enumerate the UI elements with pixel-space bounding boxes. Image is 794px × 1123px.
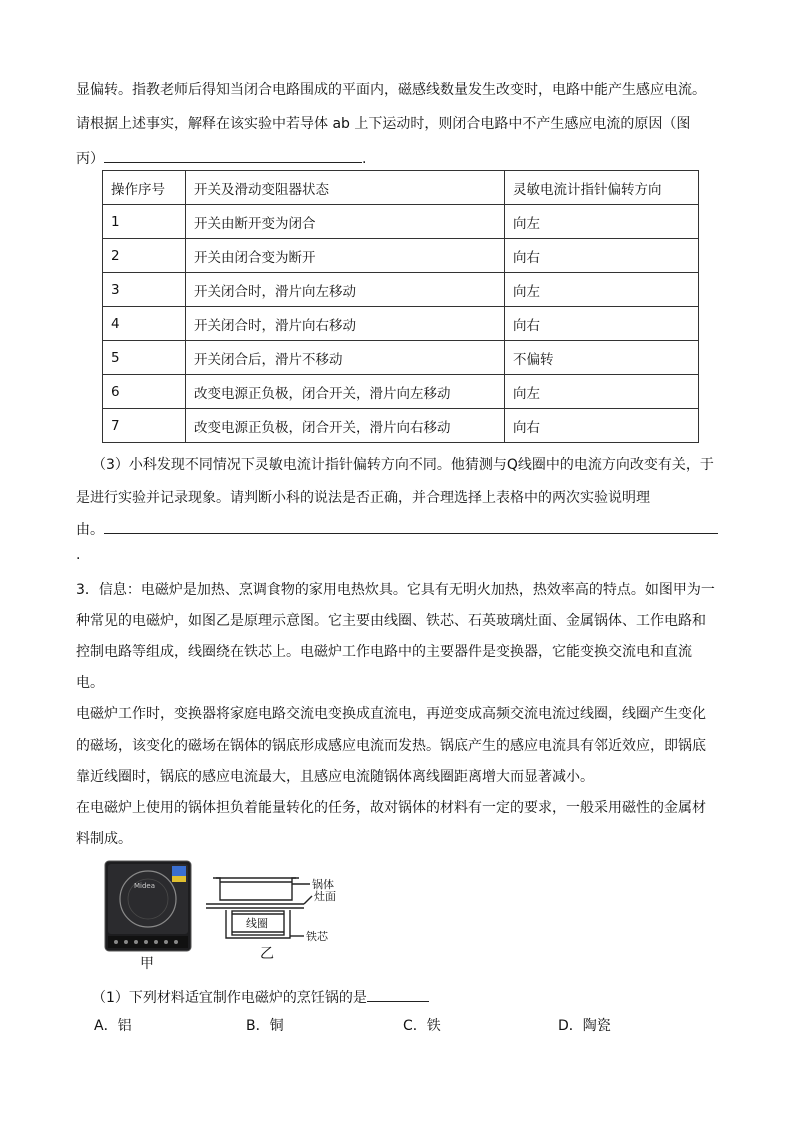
paragraph-line: 料制成。 bbox=[76, 831, 132, 847]
paragraph-line: 显偏转。指教老师后得知当闭合电路围成的平面内，磁感线数量发生改变时，电路中能产生感应电流。 bbox=[76, 82, 706, 98]
table-cell: 改变电源正负极，闭合开关，滑片向左移动 bbox=[186, 375, 505, 409]
figure-label-jia: 甲 bbox=[140, 956, 154, 972]
answer-blank[interactable] bbox=[104, 146, 362, 163]
answer-blank[interactable] bbox=[367, 985, 429, 1002]
table-header-row bbox=[103, 171, 699, 205]
table-row bbox=[103, 409, 699, 443]
question-line: 是进行实验并记录现象。请判断小科的说法是否正确，并合理选择上表格中的两次实验说明理 bbox=[76, 490, 650, 506]
table-cell: 向右 bbox=[505, 409, 699, 443]
svg-text:Midea: Midea bbox=[134, 882, 156, 890]
paragraph-line: 电。 bbox=[76, 675, 104, 691]
figure-label-yi: 乙 bbox=[260, 946, 274, 962]
paragraph-line: 3．信息：电磁炉是加热、烹调食物的家用电热炊具。它具有无明火加热，热效率高的特点。如图甲为一 bbox=[76, 582, 715, 598]
paragraph-line: 靠近线圈时，锅底的感应电流最大，且感应电流随锅体离线圈距离增大而显著减小。 bbox=[76, 769, 594, 785]
question-text: （1）下列材料适宜制作电磁炉的烹饪锅的是 bbox=[92, 990, 367, 1006]
question-text: 由。 bbox=[76, 522, 104, 538]
question-line bbox=[92, 985, 429, 1008]
table-row bbox=[103, 239, 699, 273]
table-row bbox=[103, 341, 699, 375]
table-cell: 开关由断开变为闭合 bbox=[186, 205, 505, 239]
option-b[interactable]: B．铜 bbox=[246, 1018, 284, 1034]
option-c[interactable]: C．铁 bbox=[403, 1018, 441, 1034]
period: . bbox=[362, 151, 367, 167]
paragraph-line: 的磁场，该变化的磁场在锅体的锅底形成感应电流而发热。锅底产生的感应电流具有邻近效应，即锅底 bbox=[76, 738, 706, 754]
experiment-table bbox=[102, 170, 699, 443]
option-a[interactable]: A．铝 bbox=[94, 1018, 132, 1034]
paragraph-line: 控制电路等组成，线圈绕在铁芯上。电磁炉工作电路中的主要器件是变换器，它能变换交流电和直流 bbox=[76, 644, 692, 660]
option-d[interactable]: D．陶瓷 bbox=[558, 1018, 611, 1034]
table-cell: 向右 bbox=[505, 239, 699, 273]
table-cell: 4 bbox=[103, 307, 186, 341]
question-line: （3）小科发现不同情况下灵敏电流计指针偏转方向不同。他猜测与Q线圈中的电流方向改变有关，于 bbox=[92, 457, 714, 473]
period: . bbox=[76, 547, 81, 563]
table-cell: 开关闭合时，滑片向右移动 bbox=[186, 307, 505, 341]
table-cell: 7 bbox=[103, 409, 186, 443]
paragraph-line: 种常见的电磁炉，如图乙是原理示意图。它主要由线圈、铁芯、石英玻璃灶面、金属锅体、工作电路和 bbox=[76, 613, 706, 629]
column-header: 操作序号 bbox=[103, 171, 186, 205]
paragraph-line: 在电磁炉上使用的锅体担负着能量转化的任务，故对锅体的材料有一定的要求，一般采用磁性的金属材 bbox=[76, 800, 706, 816]
table-cell: 开关由闭合变为断开 bbox=[186, 239, 505, 273]
paragraph-line: 请根据上述事实，解释在该实验中若导体 ab 上下运动时，则闭合电路中不产生感应电流的原因（图 bbox=[76, 116, 691, 132]
table-cell: 开关闭合后，滑片不移动 bbox=[186, 341, 505, 375]
table-cell: 向左 bbox=[505, 273, 699, 307]
question-line bbox=[76, 146, 366, 169]
table-row bbox=[103, 375, 699, 409]
paragraph-line: 电磁炉工作时，变换器将家庭电路交流电变换成直流电，再逆变成高频交流电流过线圈，线圈产生变化 bbox=[76, 706, 706, 722]
column-header: 灵敏电流计指针偏转方向 bbox=[505, 171, 699, 205]
table-cell: 5 bbox=[103, 341, 186, 375]
table-cell: 开关闭合时，滑片向左移动 bbox=[186, 273, 505, 307]
answer-blank[interactable] bbox=[104, 517, 718, 534]
question-line bbox=[76, 517, 718, 540]
question-text: 丙） bbox=[76, 151, 104, 167]
table-cell: 改变电源正负极，闭合开关，滑片向右移动 bbox=[186, 409, 505, 443]
table-cell: 2 bbox=[103, 239, 186, 273]
table-cell: 1 bbox=[103, 205, 186, 239]
principle-diagram bbox=[204, 866, 364, 946]
table-cell: 向右 bbox=[505, 307, 699, 341]
table-cell: 不偏转 bbox=[505, 341, 699, 375]
table-row bbox=[103, 273, 699, 307]
table-row bbox=[103, 205, 699, 239]
table-cell: 向左 bbox=[505, 375, 699, 409]
table-cell: 6 bbox=[103, 375, 186, 409]
svg-text:线圈: 线圈 bbox=[246, 917, 268, 930]
svg-text:铁芯: 铁芯 bbox=[306, 930, 328, 943]
table-row bbox=[103, 307, 699, 341]
table-cell: 3 bbox=[103, 273, 186, 307]
svg-text:锅体: 锅体 bbox=[312, 878, 334, 891]
svg-text:灶面: 灶面 bbox=[314, 890, 336, 903]
column-header: 开关及滑动变阻器状态 bbox=[186, 171, 505, 205]
induction-cooker-figure bbox=[104, 860, 192, 954]
table-cell: 向左 bbox=[505, 205, 699, 239]
